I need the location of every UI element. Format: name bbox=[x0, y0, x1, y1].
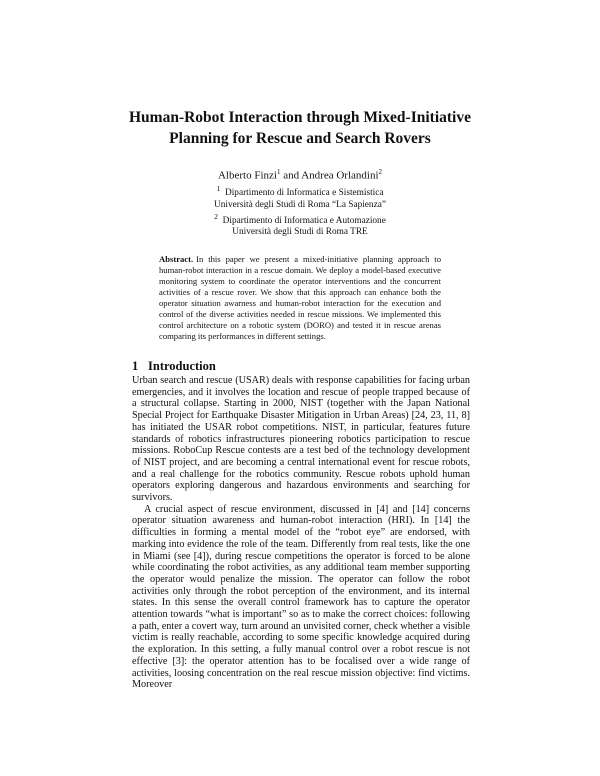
section-heading bbox=[132, 359, 216, 373]
title-line-2: Planning for Rescue and Search Rovers bbox=[169, 130, 431, 147]
section-body bbox=[132, 375, 470, 691]
affiliation-1-dept bbox=[150, 183, 450, 200]
affiliation-2-mark: 2 bbox=[214, 211, 219, 221]
section-title: Introduction bbox=[148, 359, 216, 373]
affiliation-1-mark: 1 bbox=[216, 184, 221, 193]
author-2: Andrea Orlandini bbox=[301, 169, 379, 182]
affiliations bbox=[150, 183, 450, 239]
affiliation-2-dept bbox=[150, 211, 450, 228]
affiliation-1-univ: Università degli Studi di Roma “La Sapienza” bbox=[214, 199, 386, 210]
author-2-mark: 2 bbox=[378, 168, 383, 176]
abstract-label: Abstract. bbox=[159, 254, 194, 264]
abstract bbox=[159, 254, 441, 342]
paragraph-1: Urban search and rescue (USAR) deals with response capabilities for facing urban emergencies, and it involves the location and rescue of people trapped because of a structural collapse. Starting in 2000, NIST (together with the Japan National Special Project for Earthquake Disaster Mitigation in Urban Areas) [24, 23, 11, 8] has initiated the USAR robot competitions. NIST, in particular, features future standards of robotics infrastructures pioneering robotics participation to rescue missions. RoboCup Rescue contests are a test bed of the technology development of NIST project, and are becoming a central international event for rescue robots, and a real challenge for the robotics community. Rescue robots uphold human operators exploring dangerous and hazardous environments and searching for survivors. bbox=[132, 375, 470, 504]
title-line-1: Human-Robot Interaction through Mixed-Initiative bbox=[128, 109, 471, 126]
affiliation-2-dept-text: Dipartimento di Informatica e Automazione bbox=[222, 216, 386, 226]
author-1: Alberto Finzi bbox=[217, 169, 277, 182]
author-separator: and bbox=[280, 169, 302, 182]
paper-title bbox=[100, 107, 500, 149]
affiliation-1-dept-text: Dipartimento di Informatica e Sistemistica bbox=[225, 188, 384, 199]
author-1-mark: 1 bbox=[276, 168, 281, 176]
abstract-text: In this paper we present a mixed-initiative planning approach to human-robot interaction in a rescue domain. We deploy a model-based executive monitoring system to coordinate the operator interventions and the concurrent activities of a rescue rover. We show that this approach can enhance both the operator situation awarness and human-robot interaction for the execution and control of the diverse activities needed in rescue missions. We implemented this control architecture on a robotic system (DORO) and tested it in rescue arenas comparing its performances in different settings. bbox=[159, 254, 441, 341]
paragraph-2: A crucial aspect of rescue environment, discussed in [4] and [14] concerns operator situation awareness and human-robot interaction (HRI). In [14] the difficulties in forming a mental model of the “robot eye” are endorsed, with marking into evidence the role of the team. Differently from real tests, like the one in Miami (see [4]), during rescue competitions the operator is forced to be alone while coordinating the robot activities, as any additional team member supporting the operator would penalize the mission. The operator can follow the robot activities only through the robot perception of the environment, and its internal states. In this sense the overall control framework has to capture the operator attention towards “what is important” so as to make the correct choices: following a path, enter a covert way, turn around an unvisited corner, check whether a visible victim is really reachable, according to some specific knowledge acquired during the exploration. In this setting, a fully manual control over a robot rescue is not effective [3]: the operator attention has to be focalised over a wide range of activities, loosing concentration on the real rescue mission objective: find victims. Moreover bbox=[132, 503, 470, 691]
affiliation-2-univ: Università degli Studi di Roma TRE bbox=[232, 227, 368, 238]
author-list bbox=[100, 165, 500, 183]
section-number: 1 bbox=[132, 359, 139, 373]
